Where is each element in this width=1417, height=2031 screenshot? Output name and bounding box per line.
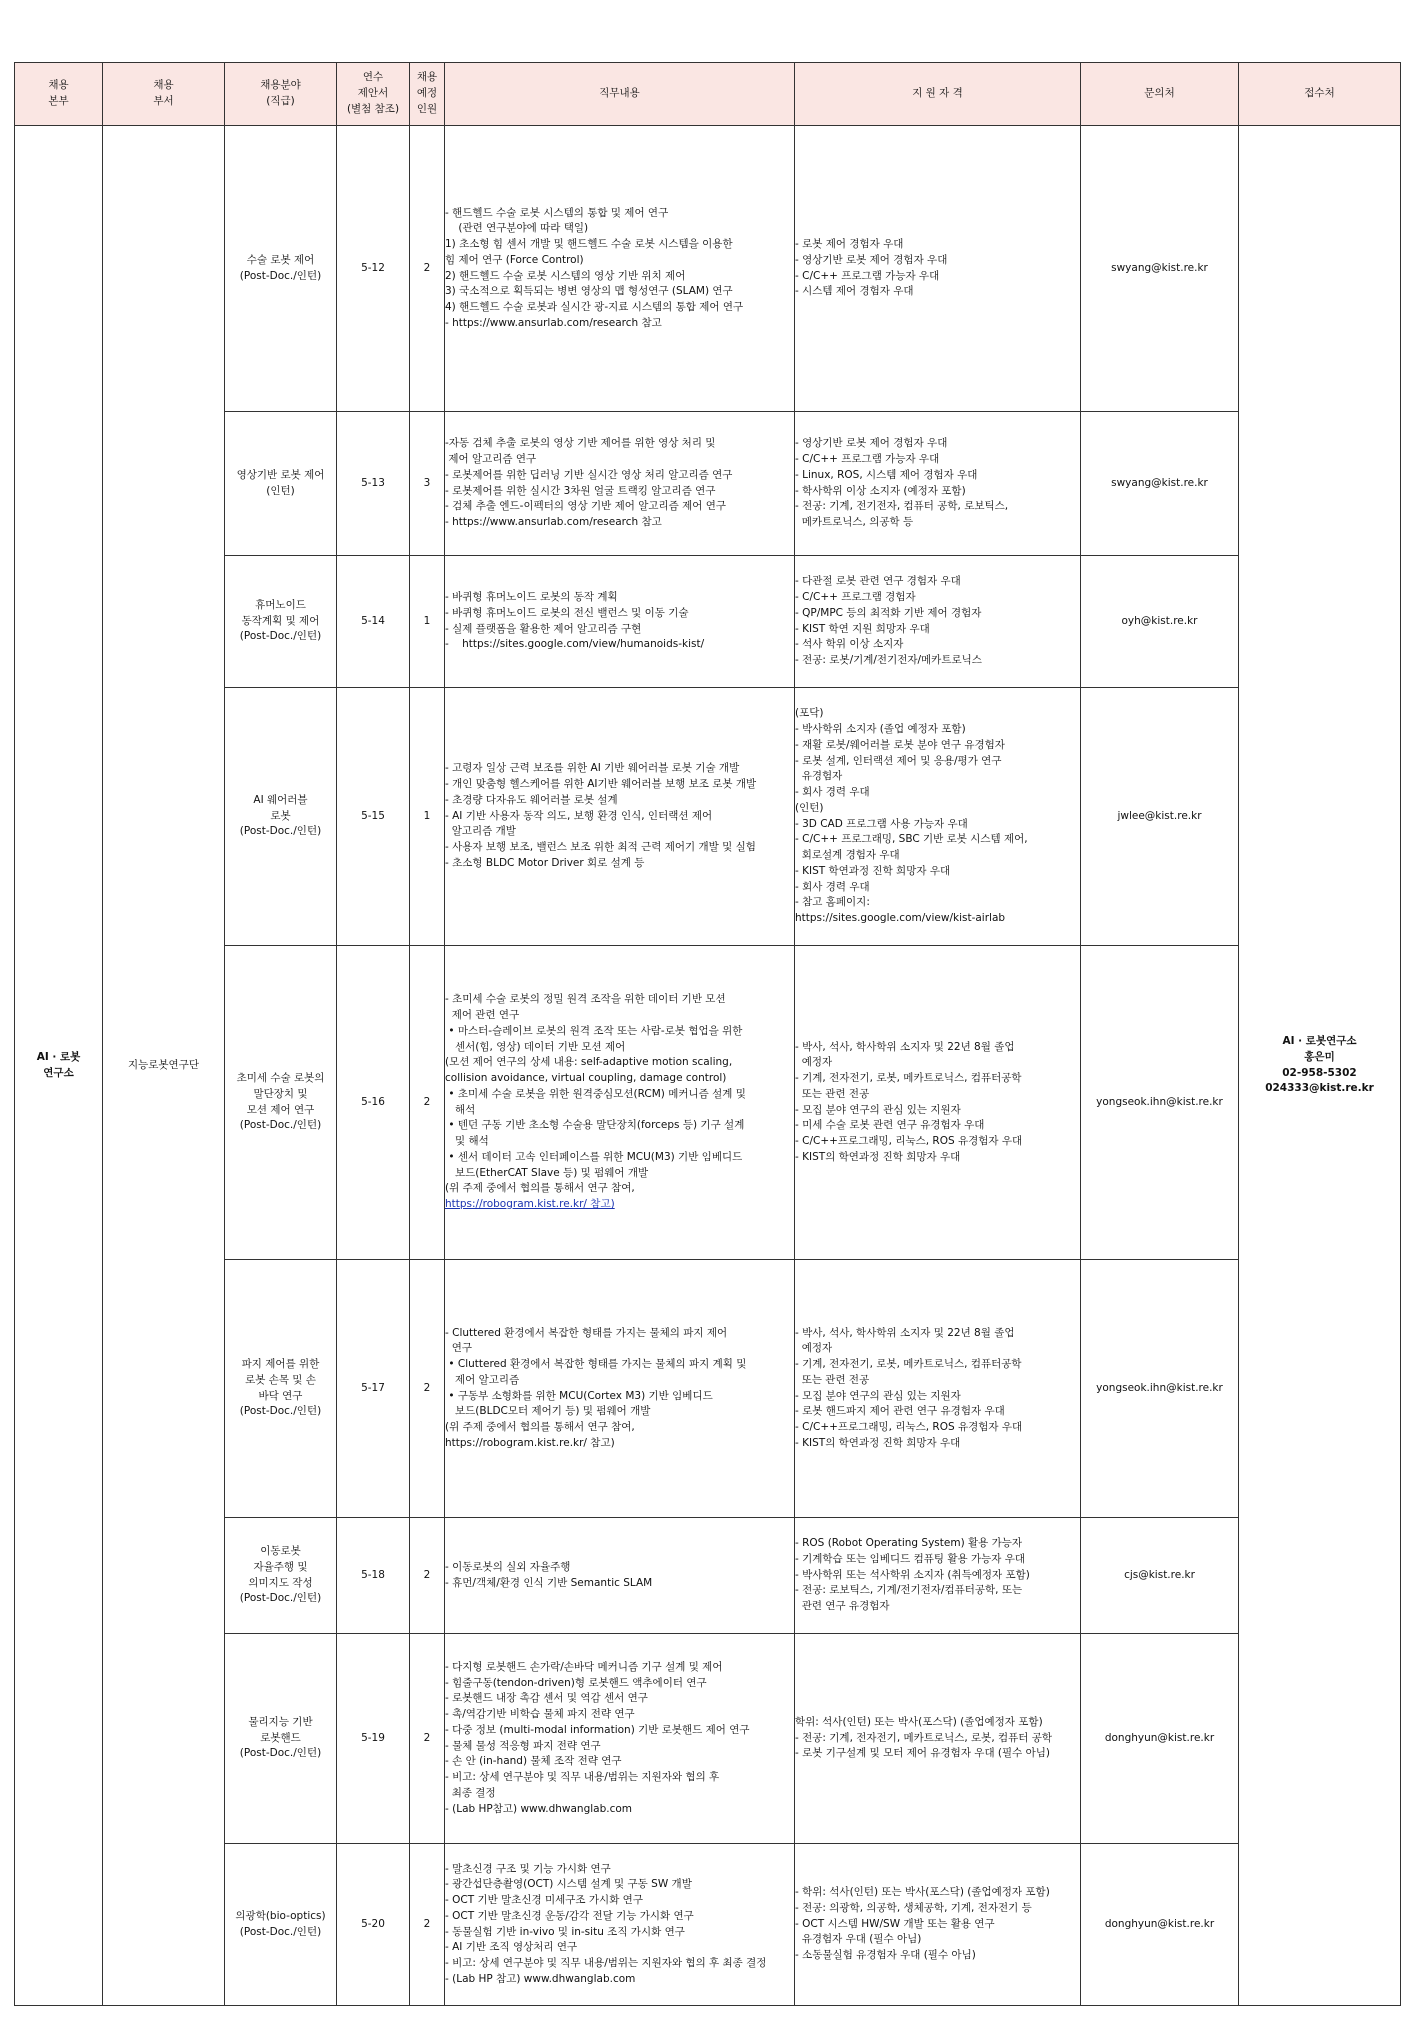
- header-qual: 지 원 자 격: [795, 63, 1081, 126]
- contact-email[interactable]: jwlee@kist.re.kr: [1081, 688, 1239, 946]
- qual-line: - Linux, ROS, 시스템 제어 경험자 우대: [795, 468, 978, 481]
- duty-line: - 힘줄구동(tendon-driven)형 로봇핸드 액추에이터 연구: [445, 1676, 707, 1689]
- duty-line: - 초경량 다자유도 웨어러블 로봇 설계: [445, 793, 618, 806]
- qual-line: (인턴): [795, 801, 824, 814]
- code-cell: 5-19: [337, 1634, 410, 1844]
- qual-line: - 소동물실험 유경험자 우대 (필수 아님): [795, 1949, 976, 1962]
- duty-line: https://robogram.kist.re.kr/ 참고): [445, 1198, 615, 1210]
- qual-line: - 영상기반 로봇 제어 경험자 우대: [795, 253, 948, 266]
- duty-line: - 로봇제어를 위한 딥러닝 기반 실시간 영상 처리 알고리즘 연구: [445, 468, 733, 481]
- duty-line: 보드(EtherCAT Slave 등) 및 펌웨어 개발: [445, 1166, 649, 1179]
- duty-line: - AI 기반 사용자 동작 의도, 보행 환경 인식, 인터랙션 제어: [445, 809, 713, 822]
- duty-line: 알고리즘 개발: [445, 825, 516, 838]
- code-cell: 5-20: [337, 1844, 410, 2006]
- duty-line: • 구동부 소형화를 위한 MCU(Cortex M3) 기반 임베디드: [445, 1389, 713, 1402]
- contact-email[interactable]: swyang@kist.re.kr: [1081, 412, 1239, 556]
- qual-line: - 학사학위 이상 소지자 (예정자 포함): [795, 484, 966, 497]
- field-cell: 이동로봇 자율주행 및 의미지도 작성 (Post-Doc./인턴): [225, 1518, 337, 1634]
- contact-email[interactable]: donghyun@kist.re.kr: [1081, 1634, 1239, 1844]
- receiver-email[interactable]: 024333@kist.re.kr: [1265, 1082, 1374, 1095]
- duty-line: 제어 알고리즘: [445, 1373, 520, 1386]
- qual-line: - C/C++ 프로그래밍, SBC 기반 로봇 시스템 제어,: [795, 833, 1028, 846]
- qual-line: - 로봇 설계, 인터랙션 제어 및 응용/평가 연구: [795, 754, 1002, 767]
- duty-cell: [445, 688, 795, 946]
- count-cell: 1: [410, 556, 445, 688]
- code-cell: 5-17: [337, 1260, 410, 1518]
- qual-line: - 시스템 제어 경험자 우대: [795, 285, 914, 298]
- count-cell: 2: [410, 1844, 445, 2006]
- code-cell: 5-15: [337, 688, 410, 946]
- duty-line: - (Lab HP 참고) www.dhwanglab.com: [445, 1972, 636, 1985]
- qual-line: 유경험자: [795, 770, 843, 783]
- qual-line: - 기계, 전자전기, 로봇, 메카트로닉스, 컴퓨터공학: [795, 1072, 1022, 1084]
- duty-line: - 동물실험 기반 in-vivo 및 in-situ 조직 가시화 연구: [445, 1925, 685, 1938]
- qual-line: - 전공: 기계, 전자전기, 메카트로닉스, 로봇, 컴퓨터 공학: [795, 1731, 1053, 1744]
- duty-line: 3) 국소적으로 획득되는 병변 영상의 맵 형성연구 (SLAM) 연구: [445, 285, 733, 298]
- qual-line: - KIST의 학연과정 진학 희망자 우대: [795, 1150, 961, 1163]
- qual-line: - 전공: 기계, 전기전자, 컴퓨터 공학, 로보틱스,: [795, 500, 1009, 513]
- qual-cell: [795, 1518, 1081, 1634]
- dept-cell: 지능로봇연구단: [103, 126, 225, 2006]
- header-dept: 채용 부서: [103, 63, 225, 126]
- qual-line: 회로설계 경험자 우대: [795, 849, 900, 861]
- duty-line: 연구: [445, 1342, 472, 1355]
- qual-line: - KIST 학연과정 진학 희망자 우대: [795, 864, 951, 877]
- duty-line: - https://www.ansurlab.com/research 참고: [445, 316, 662, 329]
- duty-line: - 초소형 BLDC Motor Driver 회로 설계 등: [445, 856, 645, 869]
- qual-line: - C/C++프로그래밍, 리눅스, ROS 유경험자 우대: [795, 1135, 1023, 1147]
- contact-email[interactable]: donghyun@kist.re.kr: [1081, 1844, 1239, 2006]
- duty-line: - https://www.ansurlab.com/research 참고: [445, 516, 662, 528]
- count-cell: 3: [410, 412, 445, 556]
- code-cell: 5-18: [337, 1518, 410, 1634]
- duty-line: - Cluttered 환경에서 복잡한 형태를 가지는 물체의 파지 제어: [445, 1326, 728, 1339]
- qual-cell: [795, 556, 1081, 688]
- contact-email[interactable]: cjs@kist.re.kr: [1081, 1518, 1239, 1634]
- recruitment-table: [14, 62, 1401, 2006]
- duty-line: - 핸드헬드 수술 로봇 시스템의 통합 및 제어 연구: [445, 206, 669, 219]
- duty-line: 2) 핸드헬드 수술 로봇 시스템의 영상 기반 위치 제어: [445, 269, 686, 282]
- duty-line: - 초미세 수술 로봇의 정밀 원격 조작을 위한 데이터 기반 모션: [445, 993, 726, 1006]
- duty-line: - 바퀴형 휴머노이드 로봇의 동작 계획: [445, 591, 618, 603]
- count-cell: 2: [410, 1518, 445, 1634]
- qual-line: - 로봇 제어 경험자 우대: [795, 238, 904, 250]
- field-cell: 수술 로봇 제어 (Post-Doc./인턴): [225, 126, 337, 412]
- duty-line: (위 주제 중에서 협의를 통해서 연구 참여,: [445, 1421, 635, 1433]
- qual-line: - ROS (Robot Operating System) 활용 가능자: [795, 1537, 1023, 1550]
- duty-line: 제어 관련 연구: [445, 1009, 520, 1021]
- qual-line: - 전공: 로보틱스, 기계/전기전자/컴퓨터공학, 또는: [795, 1584, 1023, 1597]
- duty-line: • 초미세 수술 로봇을 위한 원격중심모션(RCM) 메커니즘 설계 및: [445, 1087, 746, 1100]
- duty-cell: [445, 556, 795, 688]
- field-cell: 물리지능 기반 로봇핸드 (Post-Doc./인턴): [225, 1634, 337, 1844]
- duty-line: 제어 알고리즘 연구: [445, 453, 537, 465]
- receiver-name: 홍은미: [1304, 1050, 1335, 1063]
- header-count: 채용 예정 인원: [410, 63, 445, 126]
- qual-cell: [795, 412, 1081, 556]
- qual-line: 학위: 석사(인턴) 또는 박사(포스닥) (졸업예정자 포함): [795, 1715, 1043, 1728]
- header-receiver: 접수처: [1239, 63, 1401, 126]
- qual-cell: [795, 946, 1081, 1260]
- code-cell: 5-16: [337, 946, 410, 1260]
- qual-line: - 박사, 석사, 학사학위 소지자 및 22년 8월 졸업: [795, 1326, 1015, 1339]
- duty-line: - 로봇핸드 내장 촉감 센서 및 역감 센서 연구: [445, 1692, 648, 1705]
- division-cell: AI · 로봇 연구소: [15, 126, 103, 2006]
- qual-line: 메카트로닉스, 의공학 등: [795, 516, 914, 528]
- duty-line: - AI 기반 조직 영상처리 연구: [445, 1941, 578, 1954]
- qual-line: - 다관절 로봇 관련 연구 경험자 우대: [795, 575, 961, 588]
- qual-line: - QP/MPC 등의 최적화 기반 제어 경험자: [795, 606, 982, 619]
- qual-line: - 기계, 전자전기, 로봇, 메카트로닉스, 컴퓨터공학: [795, 1358, 1022, 1370]
- qual-line: - 박사학위 소지자 (졸업 예정자 포함): [795, 723, 966, 735]
- qual-line: - 미세 수술 로봇 관련 연구 유경험자 우대: [795, 1119, 985, 1132]
- count-cell: 1: [410, 688, 445, 946]
- qual-line: - 기계학습 또는 임베디드 컴퓨팅 활용 가능자 우대: [795, 1552, 1026, 1565]
- duty-line: - 개인 맞춤형 헬스케어를 위한 AI기반 웨어러블 보행 보조 로봇 개발: [445, 778, 757, 791]
- duty-line: - 촉/역감기반 비학습 물체 파지 전략 연구: [445, 1708, 635, 1720]
- duty-line: 4) 핸드헬드 수술 로봇과 실시간 광-지료 시스템의 통합 제어 연구: [445, 301, 744, 313]
- duty-line: collision avoidance, virtual coupling, damage control): [445, 1072, 727, 1084]
- qual-line: - OCT 시스템 HW/SW 개발 또는 활용 연구: [795, 1917, 995, 1930]
- count-cell: 2: [410, 1634, 445, 1844]
- qual-line: - 모집 분야 연구의 관심 있는 지원자: [795, 1103, 961, 1116]
- qual-cell: [795, 1844, 1081, 2006]
- header-code: 연수 제안서 (별첨 참조): [337, 63, 410, 126]
- duty-line: - OCT 기반 말초신경 미세구조 가시화 연구: [445, 1894, 643, 1906]
- duty-cell: [445, 1634, 795, 1844]
- duty-line: • 마스터-슬레이브 로봇의 원격 조작 또는 사람-로봇 협업을 위한: [445, 1024, 743, 1037]
- duty-line: 센서(힘, 영상) 데이터 기반 모션 제어: [445, 1040, 626, 1053]
- code-cell: 5-14: [337, 556, 410, 688]
- qual-line: - C/C++ 프로그램 가능자 우대: [795, 453, 940, 465]
- field-cell: 초미세 수술 로봇의 말단장치 및 모션 제어 연구 (Post-Doc./인턴): [225, 946, 337, 1260]
- header-contact: 문의처: [1081, 63, 1239, 126]
- duty-line: - (Lab HP참고) www.dhwanglab.com: [445, 1802, 633, 1815]
- contact-email[interactable]: yongseok.ihn@kist.re.kr: [1081, 946, 1239, 1260]
- count-cell: 2: [410, 946, 445, 1260]
- duty-line: - 로봇제어를 위한 실시간 3차원 얼굴 트랙킹 알고리즘 연구: [445, 484, 716, 497]
- duty-line: - 다중 정보 (multi-modal information) 기반 로봇핸드 제어 연구: [445, 1723, 750, 1736]
- duty-line: - 이동로봇의 실외 자율주행: [445, 1560, 571, 1573]
- table-row: [15, 126, 1401, 412]
- qual-line: - 참고 홈페이지:: [795, 896, 870, 909]
- header-row: [15, 63, 1401, 126]
- duty-cell: [445, 412, 795, 556]
- qual-line: - 전공: 로봇/기계/전기전자/메카트로닉스: [795, 654, 982, 666]
- qual-cell: [795, 126, 1081, 412]
- qual-line: - 석사 학위 이상 소지자: [795, 638, 904, 651]
- duty-line: - 물체 물성 적응형 파지 전략 연구: [445, 1739, 601, 1752]
- duty-line: 1) 초소형 힘 센서 개발 및 핸드헬드 수술 로봇 시스템을 이용한: [445, 238, 733, 250]
- qual-line: - 로봇 기구설계 및 모터 제어 유경험자 우대 (필수 아님): [795, 1747, 1051, 1760]
- qual-line: - 회사 경력 우대: [795, 786, 870, 798]
- duty-line: - 다지형 로봇핸드 손가락/손바닥 메커니즘 기구 설계 및 제어: [445, 1660, 723, 1673]
- duty-line: (관련 연구분야에 따라 택일): [445, 222, 589, 235]
- qual-cell: [795, 1634, 1081, 1844]
- qual-line: - 3D CAD 프로그램 사용 가능자 우대: [795, 817, 968, 830]
- header-duty: 직무내용: [445, 63, 795, 126]
- duty-line: • 텐던 구동 기반 초소형 수술용 말단장치(forceps 등) 기구 설계: [445, 1119, 745, 1132]
- duty-cell: [445, 946, 795, 1260]
- duty-line: - 바퀴형 휴머노이드 로봇의 전신 밸런스 및 이동 기술: [445, 606, 689, 619]
- receiver-phone: 02-958-5302: [1282, 1066, 1357, 1079]
- contact-email[interactable]: oyh@kist.re.kr: [1081, 556, 1239, 688]
- duty-line: - 고령자 일상 근력 보조를 위한 AI 기반 웨어러블 로봇 기술 개발: [445, 762, 740, 775]
- field-cell: 영상기반 로봇 제어 (인턴): [225, 412, 337, 556]
- duty-line: https://robogram.kist.re.kr/ 참고): [445, 1436, 615, 1449]
- qual-line: 예정자: [795, 1342, 833, 1355]
- field-cell: 의광학(bio-optics) (Post-Doc./인턴): [225, 1844, 337, 2006]
- qual-cell: [795, 1260, 1081, 1518]
- field-cell: 휴머노이드 동작계획 및 제어 (Post-Doc./인턴): [225, 556, 337, 688]
- duty-line: - 사용자 보행 보조, 밸런스 보조 위한 최적 근력 제어기 개발 및 실험: [445, 841, 756, 854]
- duty-cell: [445, 1518, 795, 1634]
- qual-line: - 학위: 석사(인턴) 또는 박사(포스닥) (졸업예정자 포함): [795, 1886, 1050, 1899]
- qual-cell: [795, 688, 1081, 946]
- duty-line: -자동 검체 추출 로봇의 영상 기반 제어를 위한 영상 처리 및: [445, 437, 716, 450]
- duty-cell: [445, 126, 795, 412]
- qual-line: - C/C++프로그래밍, 리눅스, ROS 유경험자 우대: [795, 1421, 1023, 1433]
- duty-line: 힘 제어 연구 (Force Control): [445, 253, 584, 266]
- count-cell: 2: [410, 126, 445, 412]
- duty-line: - 휴먼/객체/환경 인식 기반 Semantic SLAM: [445, 1576, 653, 1589]
- qual-line: - 재활 로봇/웨어러블 로봇 분야 연구 유경험자: [795, 738, 1005, 751]
- qual-line: - C/C++ 프로그램 경험자: [795, 591, 916, 603]
- qual-line: - KIST의 학연과정 진학 희망자 우대: [795, 1436, 961, 1449]
- receiver-cell: [1239, 126, 1401, 2006]
- qual-line: 또는 관련 전공: [795, 1087, 870, 1100]
- qual-line: https://sites.google.com/view/kist-airlab: [795, 912, 1006, 924]
- qual-line: - C/C++ 프로그램 가능자 우대: [795, 269, 940, 282]
- contact-email[interactable]: yongseok.ihn@kist.re.kr: [1081, 1260, 1239, 1518]
- duty-line: 해석: [445, 1103, 476, 1116]
- duty-line: - OCT 기반 말초신경 운동/감각 전달 기능 가시화 연구: [445, 1909, 694, 1922]
- duty-line: - 비고: 상세 연구분야 및 직무 내용/범위는 지원자와 협의 후 최종 결정: [445, 1957, 767, 1969]
- qual-line: - 전공: 의광학, 의공학, 생체공학, 기계, 전자전기 등: [795, 1901, 1032, 1914]
- qual-line: - 박사학위 또는 석사학위 소지자 (취득예정자 포함): [795, 1568, 1030, 1581]
- qual-line: - KIST 학연 지원 희망자 우대: [795, 622, 930, 635]
- count-cell: 2: [410, 1260, 445, 1518]
- field-cell: 파지 제어를 위한 로봇 손목 및 손 바닥 연구 (Post-Doc./인턴): [225, 1260, 337, 1518]
- duty-line: • 센서 데이터 고속 인터페이스를 위한 MCU(M3) 기반 임베디드: [445, 1150, 743, 1163]
- qual-line: 관련 연구 유경험자: [795, 1600, 890, 1613]
- qual-line: - 회사 경력 우대: [795, 880, 870, 893]
- code-cell: 5-12: [337, 126, 410, 412]
- qual-line: - 영상기반 로봇 제어 경험자 우대: [795, 437, 948, 450]
- qual-line: - 로봇 핸드파지 제어 관련 연구 유경험자 우대: [795, 1405, 1005, 1418]
- qual-line: - 박사, 석사, 학사학위 소지자 및 22년 8월 졸업: [795, 1040, 1015, 1053]
- duty-line: - 말초신경 구조 및 기능 가시화 연구: [445, 1862, 611, 1875]
- code-cell: 5-13: [337, 412, 410, 556]
- duty-line: 및 해석: [445, 1135, 489, 1147]
- qual-line: 예정자: [795, 1056, 833, 1069]
- duty-line: - 광간섭단층촬영(OCT) 시스템 설계 및 구동 SW 개발: [445, 1878, 692, 1891]
- receiver-org: AI · 로봇연구소: [1282, 1035, 1357, 1047]
- duty-line: 최종 결정: [445, 1786, 496, 1799]
- duty-cell: [445, 1260, 795, 1518]
- duty-line: (위 주제 중에서 협의를 통해서 연구 참여,: [445, 1182, 635, 1195]
- qual-line: 또는 관련 전공: [795, 1373, 870, 1386]
- duty-line: - 검체 추출 엔드-이펙터의 영상 기반 제어 알고리즘 제어 연구: [445, 500, 727, 513]
- duty-line: - https://sites.google.com/view/humanoids-kist/: [445, 638, 705, 651]
- duty-cell: [445, 1844, 795, 2006]
- duty-line: - 실제 플랫폼을 활용한 제어 알고리즘 구현: [445, 622, 642, 635]
- contact-email[interactable]: swyang@kist.re.kr: [1081, 126, 1239, 412]
- duty-line: • Cluttered 환경에서 복잡한 형태를 가지는 물체의 파지 계획 및: [445, 1358, 747, 1370]
- qual-line: 유경험자 우대 (필수 아님): [795, 1933, 922, 1946]
- field-cell: AI 웨어러블 로봇 (Post-Doc./인턴): [225, 688, 337, 946]
- duty-line: - 비고: 상세 연구분야 및 직무 내용/범위는 지원자와 협의 후: [445, 1771, 720, 1783]
- header-division: 채용 본부: [15, 63, 103, 126]
- duty-line: - 손 안 (in-hand) 물체 조작 전략 연구: [445, 1755, 622, 1768]
- duty-line: (모션 제어 연구의 상세 내용: self-adaptive motion scaling,: [445, 1056, 733, 1069]
- header-field: 채용분야 (직급): [225, 63, 337, 126]
- qual-line: - 모집 분야 연구의 관심 있는 지원자: [795, 1389, 961, 1402]
- qual-line: (포닥): [795, 707, 824, 720]
- duty-line: 보드(BLDC모터 제어기 등) 및 펌웨어 개발: [445, 1405, 651, 1418]
